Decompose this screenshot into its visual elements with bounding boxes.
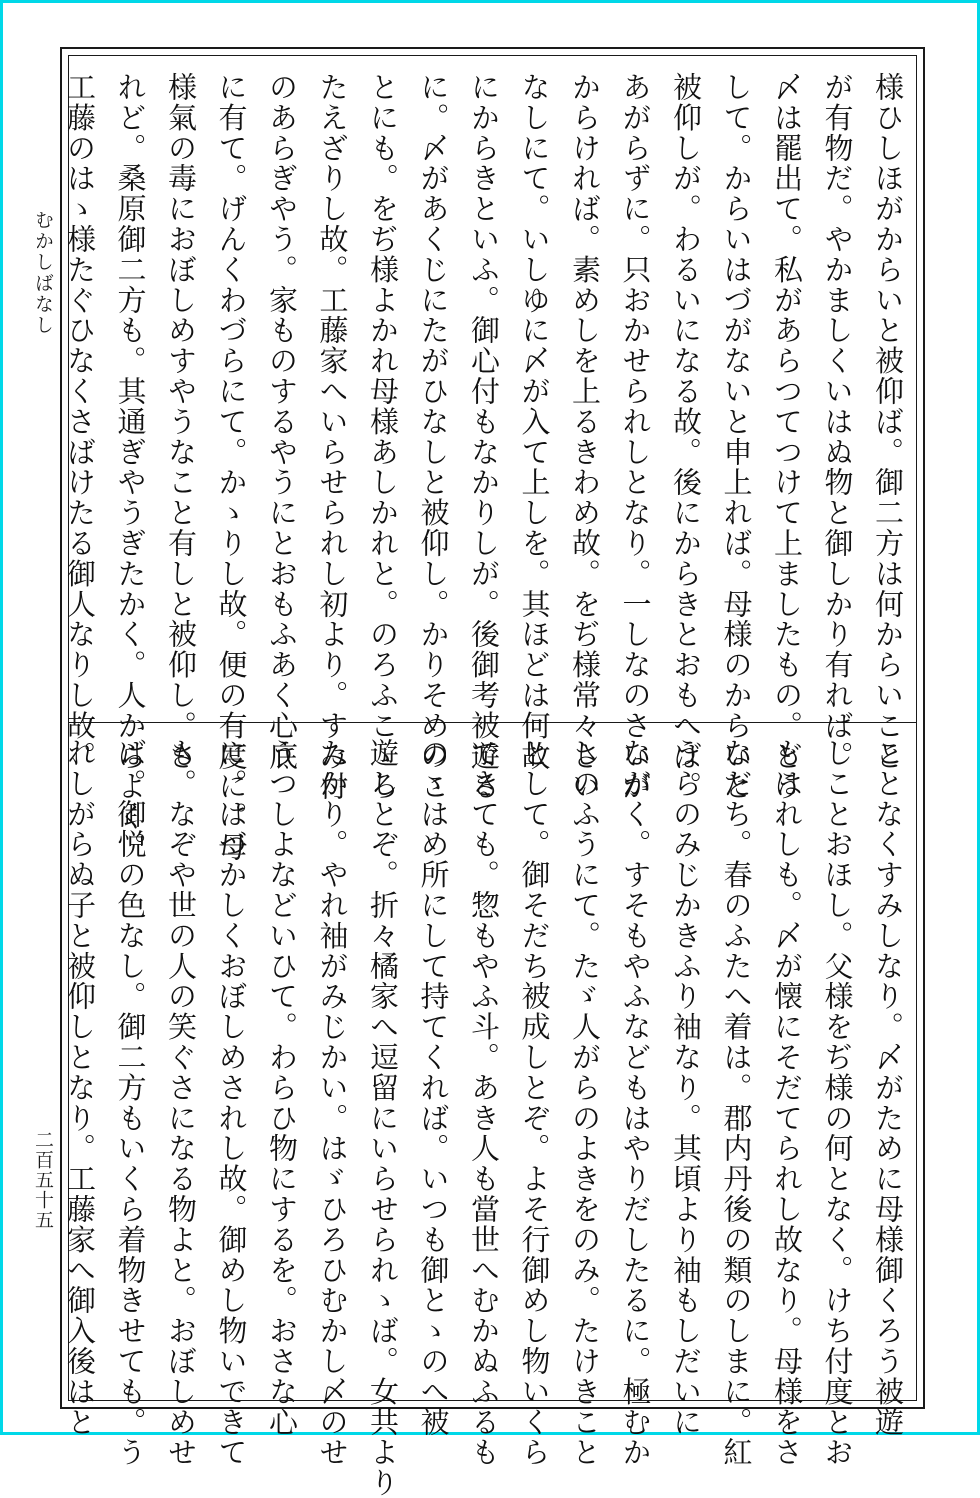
text-column: として。御そだち被成しとぞ。よそ行御めし物いくら [517, 738, 552, 1468]
text-column: からければ。素めしを上るきわめ故。をぢ様常々さい [568, 72, 602, 802]
text-column: とにも。をぢ様よかれ母様あしかれと。のろふこゝろ [366, 72, 400, 802]
text-column: に有て。げんくわづらにて。かゝりし故。便の有度に。母 [214, 72, 249, 863]
text-column: も。なぞや世の人の笑ぐさになる物よと。おぼしめせ [164, 738, 198, 1468]
text-column: うらのみじかきふり袖なり。其頃より袖もしだいに [669, 738, 703, 1438]
text-column: 様氣の毒におぼしめすやうなこと有しと被仰し。さ [164, 72, 198, 772]
text-column: もはれしも。〆が懐にそだてられし故なり。母様をさ [770, 738, 804, 1468]
text-column: のゝはめ所にして持てくれば。いつも御とゝのへ被 [416, 738, 451, 1438]
text-column: しのふうにて。たゞ人がらのよきをのみ。たけきこと [568, 738, 602, 1468]
text-column: に。はづかしくおぼしめされし故。御めし物いできて [214, 738, 249, 1468]
text-column: しことおほし。父様をぢ様の何となく。けち付度とお [820, 738, 855, 1468]
text-column: 被仰しが。わるいになる故。後にからきとおもへば。 [669, 72, 703, 802]
text-column: ながく。すそもやふなどもはやりだしたるに。極むか [618, 738, 653, 1468]
text-column: たかり。やれ袖がみじかい。はゞひろひむかし〆のせ [315, 738, 350, 1468]
text-column: に。〆があくじにたがひなしと被仰し。かりそめのこ [416, 72, 451, 802]
text-column: なだち。春のふたへ着は。郡内丹後の類のしまに。紅 [719, 738, 754, 1468]
text-column: れど。桑原御二方も。其通ぎやうぎたかく。人からよく。 [113, 72, 148, 863]
text-column: なしにて。いしゆに〆が入て上しを。其ほどは何故 [517, 72, 552, 772]
text-column: 様ひしほがからいと被仰ば。御二方は何からいこと [871, 72, 905, 772]
upper-text-block [55, 72, 914, 863]
text-column: あがらずに。只おかせられしとなり。一しなのさいが [618, 72, 653, 802]
text-column: れしがらぬ子と被仰しとなり。工藤家へ御入後はと [63, 738, 97, 1438]
text-column: たえざりし故。工藤家へいらせられし初より。すみ付 [315, 72, 350, 802]
lower-text-block [55, 738, 914, 1498]
text-column: 工藤のはゝ様たぐひなくさばけたる御人なりし故。 [63, 72, 97, 772]
text-column: 〆は罷出て。私があらつてつけて上ましたもの。どう [770, 72, 804, 802]
text-column: にからきといふ。御心付もなかりしが。後御考被遊る [467, 72, 501, 802]
text-column: のあらぎやう。家ものするやうにとおもふあく心底 [265, 72, 299, 772]
running-head: むかしばなし [32, 210, 54, 336]
text-column: ば。御悦の色なし。御二方もいくら着物きせても。う [113, 738, 148, 1468]
text-column: ことなくすみしなり。〆がために母様御くろう被遊 [871, 738, 905, 1438]
text-column: うつしよなどいひて。わらひ物にするを。おさな心 [265, 738, 299, 1438]
text-column: して。からいはづがないと申上れば。母様のからいと [719, 72, 754, 802]
text-column: が有物だ。やかましくいはぬ物と御しかり有れば。 [820, 72, 855, 772]
text-column: できても。惣もやふ斗。あき人も當世へむかぬふるも [467, 738, 501, 1468]
page-number: 二百五十五 [32, 1130, 54, 1230]
text-column: 遊しとぞ。折々橘家へ逗留にいらせられゝば。女共より [366, 738, 400, 1498]
